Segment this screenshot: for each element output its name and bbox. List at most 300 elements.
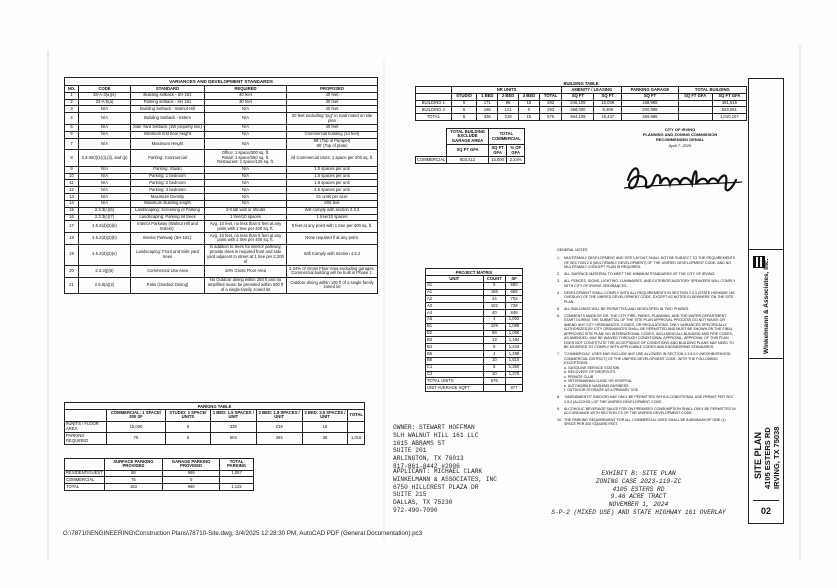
building-cell (678, 107, 712, 114)
variances-cell: 1.8 spaces per unit (287, 180, 378, 187)
project-matrix-cell: 1,184 (506, 337, 523, 344)
variances-cell: Maximum Building length (131, 200, 205, 207)
variances-title: VARIANCES AND DEVELOPMENT STANDARDS (64, 77, 378, 85)
variances-cell: Parking setback - SH 161 (131, 99, 205, 106)
variances-cell: 40 feet (287, 92, 378, 99)
variances-cell: N/A (205, 166, 287, 173)
table-row (426, 289, 523, 296)
owner-line: 1615 ABRAMS ST (393, 439, 445, 447)
table-row (65, 180, 378, 187)
parking-cell: 336 (210, 421, 256, 433)
general-note-number: 10. (557, 418, 562, 422)
parking-cell (348, 421, 365, 433)
applicant-block (393, 468, 497, 515)
total-building-header: TOTAL BUILDING EXCLUDE GARAGE AREA (447, 129, 488, 145)
general-note (557, 314, 737, 350)
project-matrix-cell: B3 (426, 337, 484, 344)
building-header-row (416, 93, 747, 100)
variances-cell: Maximum Density (131, 194, 205, 201)
building-header-cell: 2 BED (498, 93, 519, 100)
title-address-1: 4105 ESTERS RD (763, 427, 772, 489)
building-cell: 15 (519, 100, 540, 107)
building-cell: 369,988 (622, 114, 679, 121)
general-note (557, 407, 737, 416)
project-matrix-cell: B4 (426, 344, 484, 351)
variances-cell: 40 feet (287, 106, 378, 113)
parking-cell: 1,016 (348, 433, 365, 445)
approval-line-3: RECOMMENDED DENIAL (655, 136, 705, 142)
approval-line-2: PLANNING AND ZONING COMMISSION (642, 131, 718, 137)
variances-cell: Building setback - SH 161 (131, 92, 205, 99)
variances-cell: N/A (79, 200, 131, 207)
variances-cell: Will comply with section 2.3.3 (287, 207, 378, 214)
parking-cell: PARKING REQUIRED (65, 433, 107, 445)
project-matrix-cell: 575 (483, 378, 505, 385)
variances-cell: Parking: 1 bedroom (131, 173, 205, 180)
owner-line: OWNER: STEWART HOFFMAN (393, 424, 475, 431)
building-cell: 200,988 (622, 107, 679, 114)
table-row (416, 107, 747, 114)
project-matrix-title: PROJECT MATRIX (425, 268, 523, 275)
surface-parking-cell: 1,057 (220, 470, 254, 477)
variances-cell: 30 feet (205, 99, 287, 106)
variances-cell: 16 (65, 214, 79, 221)
table-row (65, 433, 365, 445)
project-matrix-cell: S1 (426, 282, 484, 289)
building-cell: TOTAL (416, 114, 452, 121)
building-group-header-cell: PARKING GARAGE (622, 87, 679, 94)
total-building-gfa: 603,412 (447, 157, 488, 164)
general-note (557, 279, 737, 288)
project-matrix-cell: A2 (426, 296, 484, 303)
building-header-cell: SQ FT (562, 93, 594, 100)
table-row (65, 470, 254, 477)
building-header-cell: STUDIO (451, 93, 477, 100)
surface-parking-header-cell: SURFACE PARKING PROVIDED (104, 459, 162, 471)
parking-cell: 75 (107, 433, 166, 445)
surface-parking-header-cell: GARAGE PARKING PROVIDED (163, 459, 220, 471)
table-row (65, 106, 378, 113)
variances-cell: N/A (205, 187, 287, 194)
table-row (65, 277, 378, 293)
variances-cell: Maximum Height (131, 138, 205, 150)
variances-cell: 3 (65, 106, 79, 113)
building-cell: 258,000 (562, 107, 594, 114)
parking-header-row (65, 410, 365, 422)
project-matrix-cell: C1 (426, 364, 484, 371)
surface-parking-body (65, 470, 254, 490)
general-notes-title: GENERAL NOTES (557, 248, 588, 252)
project-matrix-cell: 1,510 (506, 357, 523, 364)
variances-cell: Landscaping: Front and Side yard trees (131, 244, 205, 265)
variances-cell: N/A (79, 124, 131, 131)
parking-header-cell: STUDIO: 1 SPACE/ UNITS (165, 410, 210, 422)
general-note-text: ALL FENCES, SIGNS, LIGHTING, LUMINAIRES, AND EXTERIOR AUDITORY SPEAKERS WILL COMPLY WITH CITY OF IRVING ORDINANCES. (564, 279, 736, 288)
variances-header-cell: REQUIRED (205, 86, 287, 93)
parking-cell: 394 (256, 433, 302, 445)
building-cell: 171 (477, 100, 498, 107)
building-header-cell: SQ FT GFA (678, 93, 712, 100)
project-matrix-cell: 658 (506, 289, 523, 296)
table-row (416, 100, 747, 107)
applicant-line: 6750 HILLCREST PLAZA DR (393, 483, 479, 491)
project-matrix-cell: 1,370 (506, 371, 523, 378)
building-cell: 165 (477, 107, 498, 114)
variances-cell: 2.3-30(I)(1)(i),(ii), and (p) (79, 150, 131, 166)
building-cell: 168,988 (622, 100, 679, 107)
variances-cell: N/A (205, 173, 287, 180)
owner-line: 817-861-8442 #2006 (393, 462, 460, 470)
project-matrix-cell: 59 (483, 330, 505, 337)
firm-name: Winkelmann & Associates, Inc. (763, 258, 770, 354)
project-matrix-body (426, 282, 523, 391)
table-row (426, 357, 523, 364)
project-matrix-cell: 40 (483, 310, 505, 317)
surface-parking-cell: 1,132 (220, 484, 254, 491)
building-cell: 336 (477, 114, 498, 121)
variances-cell: Building Setback - Esters (131, 113, 205, 125)
variances-cell: N/A (205, 138, 287, 150)
project-matrix-cell: A1 (426, 289, 484, 296)
total-commercial-gfa: 15,000 (488, 157, 507, 164)
variances-cell: No Outdoor dining within 250 ft and no amplified music be premited within 500 ft of a single-family zoned lot (205, 277, 287, 293)
general-note-number: 5. (557, 306, 560, 311)
table-row (65, 233, 378, 245)
variances-header-cell: STANDARD (131, 86, 205, 93)
total-building-sub-1: SQ FT GFA (447, 145, 488, 157)
variances-cell: N/A (79, 106, 131, 113)
project-matrix-cell: 5 (483, 364, 505, 371)
project-matrix-cell (506, 378, 523, 385)
variances-cell: Side Yard Setback (1W property line) (131, 124, 205, 131)
building-cell: 5 (451, 114, 477, 121)
general-note-text: ALL SURFACE MATERIAL TO MEET THE MINIMUM STANDARDS OF THE CITY OF IRVING. (564, 272, 716, 277)
project-matrix-cell: 102 (483, 303, 505, 310)
general-note-number: 7. (557, 352, 560, 357)
variances-cell: 7 (65, 138, 79, 150)
variances-cell: 61 units per acre (287, 194, 378, 201)
building-cell: BUILDING 2 (416, 107, 452, 114)
table-row (65, 194, 378, 201)
variances-cell: 18 (65, 233, 79, 245)
general-note-text: DEVELOPMENT SHALL COMPLY WITH ALL REQUIREMENTS IN SECTION 2.3.3 (STATE HIGHWAY 161 OVERLAY) OF THE UNIFIED DEVELOPMENT CODE, EXCEPT AS NOTED ELSEWHERE ON THE SITE PLAN. (564, 290, 735, 304)
surface-parking-cell: 969 (163, 484, 220, 491)
applicant-line: 972-490-7090 (393, 506, 438, 514)
owner-line: SUITE 201 (393, 447, 427, 455)
general-note-number: 8. (557, 395, 560, 400)
project-matrix-cell: A4 (426, 310, 484, 317)
building-header-cell: TOTAL (539, 93, 562, 100)
parking-cell: 15,000 (107, 421, 166, 433)
variances-cell: Commercial Use Area (131, 266, 205, 278)
table-row (65, 244, 378, 265)
variances-cell: Parking: Commercial (131, 150, 205, 166)
title-address-2: IRVING, TX 75038 (772, 426, 781, 489)
variances-cell: N/A (79, 138, 131, 150)
building-cell (678, 100, 712, 107)
total-building-sub-3: % OF GFA (507, 145, 525, 157)
project-matrix-cell: 728 (506, 303, 523, 310)
project-matrix-header-cell: UNIT (426, 276, 484, 283)
surface-parking-cell: 0 (163, 477, 220, 484)
parking-header-cell: TOTAL (348, 410, 365, 422)
building-group-header-row (416, 87, 747, 94)
table-row (65, 484, 254, 491)
project-matrix-header-row (426, 276, 523, 283)
building-group-header-cell: NR UNITS (451, 87, 562, 94)
variances-cell: 14 (65, 200, 79, 207)
surface-parking-cell: COMMERCIAL (65, 477, 105, 484)
building-header-cell: 3 BED (519, 93, 540, 100)
variances-cell: 2.24% of Gross Floor Area excluding garages. Commercial building will be built in Phase 1. (287, 266, 378, 278)
general-note-text: ALCOHOLIC BEVERAGE SALES FOR ON-PREMISES CONSUMPTION SHALL ONLY BE PERMITTED IN ACCORDANCE WITH SECTION 2.5 OF THE UNIFIED DEVELOPMENT CODE. (564, 406, 736, 416)
variances-cell: Landscaping: Screening of Parking (131, 207, 205, 214)
total-commercial-header: TOTAL COMMERCIAL (488, 129, 524, 145)
variances-cell: Will Comply with Section 4.5.2 (287, 244, 378, 265)
table-row (65, 150, 378, 166)
table-row (65, 200, 378, 207)
general-note (557, 272, 737, 276)
variances-cell: 10% Gross Floor Area (205, 266, 287, 278)
project-matrix-cell: 10 (483, 371, 505, 378)
variances-cell: 6 (65, 131, 79, 138)
parking-table-title: PARKING TABLE (64, 402, 365, 409)
table-row (416, 114, 747, 121)
approval-line-1: CITY OF IRVING (664, 127, 696, 132)
surface-parking-cell: 88 (104, 470, 162, 477)
project-matrix-cell: A5 (426, 316, 484, 323)
variances-cell: 2.3.3(c)(5) (79, 207, 131, 214)
variances-cell: 17 (65, 221, 79, 233)
surface-parking-header-cell: TOTAL PARKING (220, 459, 254, 471)
variances-header-row (65, 86, 378, 93)
building-cell: 121 (498, 107, 519, 114)
variances-cell: N/A (205, 180, 287, 187)
owner-line: ARLINGTON, TX 76013 (393, 455, 464, 462)
project-matrix-cell: B2 (426, 330, 484, 337)
signature-graphic (618, 158, 748, 198)
variances-cell: N/A (79, 180, 131, 187)
variances-cell: Building Setback - Walnut Hill (131, 106, 205, 113)
exhibit-line: S-P-2 (MIXED USE) AND STATE HIGHWAY 161 OVERLAY (551, 508, 726, 516)
applicant-line: SUITE 215 (393, 491, 427, 499)
general-note-number: 3. (557, 279, 560, 284)
table-row (65, 92, 378, 99)
project-matrix-cell (483, 385, 505, 392)
general-note-number: 6. (557, 313, 560, 318)
building-cell: 528,591 (712, 107, 746, 114)
table-row (65, 124, 378, 131)
variances-cell: In addition to trees for interior parkway, provide trees in required front and side yard adjacent to street at 1 tree per 2,200 sf (205, 244, 287, 265)
exhibit-line: NOVEMBER 1, 2024 (608, 501, 669, 508)
variances-cell: 5 feet at any point with 1 tree per 400 sq. ft. (287, 221, 378, 233)
variances-header-cell: NO. (65, 86, 79, 93)
general-note-text: THE PARKING REQUIREMENT FOR ALL COMMERCIAL USES SHALL BE A MINIMUM OF ONE (1) SPACE PER 200 SQUARE FEET. (564, 418, 726, 427)
parking-cell: #UNITS / FLOOR AREA (65, 421, 107, 433)
variances-cell: 1 (65, 92, 79, 99)
variances-cell: Avg. 10 feet, no less than 5 feet at any point with 1 tree per 400 sq. ft. (205, 221, 287, 233)
project-matrix-cell: 1,289 (506, 351, 523, 358)
table-row (65, 207, 378, 214)
general-note (557, 395, 737, 404)
approval-date: April 7, 2025 (668, 143, 692, 149)
variances-cell: 21 (65, 277, 79, 293)
variances-cell: 30 feet (287, 99, 378, 106)
total-building-table (415, 128, 525, 164)
general-note (557, 256, 737, 269)
table-row (65, 477, 254, 484)
project-matrix-cell: 877 (506, 385, 523, 392)
exhibit-line: ZONING CASE 2023-110-ZC (595, 477, 682, 485)
variances-cell: 9 (65, 166, 79, 173)
variances-cell: 20 (65, 266, 79, 278)
general-note (557, 352, 737, 392)
variances-cell: Parking: Studio (131, 166, 205, 173)
variances-cell: 5 (65, 124, 79, 131)
exhibit-line: 9.46 ACRE TRACT (610, 493, 667, 501)
variances-cell: N/A (205, 106, 287, 113)
parking-header-cell: 1 BED: 1.5 SPACES / UNIT (210, 410, 256, 422)
variances-cell: Interior Parkway (SH 161): (131, 233, 205, 245)
table-row (426, 385, 523, 392)
variances-cell: Office: 1 space/300 sq. ft. Retail: 1 space/250 sq. ft. Restaurant: 1 space/125 sq. ft. (205, 150, 287, 166)
table-row (426, 344, 523, 351)
table-row (426, 323, 523, 330)
project-matrix-cell: 4 (483, 316, 505, 323)
table-row (65, 187, 378, 194)
building-cell: BUILDING 1 (416, 100, 452, 107)
variances-cell: Patio (Outdoor Dining) (131, 277, 205, 293)
variances-cell: 10 (65, 173, 79, 180)
building-cell: 282 (539, 100, 562, 107)
variances-cell: 40 feet (205, 92, 287, 99)
variances-cell: 4 (65, 113, 79, 125)
parking-cell: 5 (165, 433, 210, 445)
variances-cell: 33-A-3(a)(4) (79, 92, 131, 99)
file-path-footer: G:\78710\ENGINEERING\Construction Plans\78710-Site.dwg, 3/4/2025 12:28:30 PM, AutoCAD PDF (General Documentation).pc3 (63, 530, 423, 537)
sheet-number: 02 (753, 500, 779, 520)
building-cell (678, 114, 712, 121)
building-group-header-cell: TOTAL BUILDING (678, 87, 746, 94)
variances-cell: N/A (205, 200, 287, 207)
surface-parking-cell: TOTAL (65, 484, 105, 491)
variances-cell: Interior Parkway (Walnut Hill and Esters): (131, 221, 205, 233)
variances-cell: Commercial building (14 feet) (287, 131, 378, 138)
variances-cell: 4.5.2(d)(2)(b) (79, 233, 131, 245)
building-cell: 18,447 (594, 114, 622, 121)
project-matrix-cell: 13 (483, 337, 505, 344)
surface-parking-cell: RESIDENT/GUEST (66, 470, 103, 476)
variances-cell: 1 tree/10 spaces (205, 214, 287, 221)
table-row (65, 266, 378, 278)
parking-header-cell (65, 410, 107, 422)
variances-cell: N/A (79, 113, 131, 125)
variances-cell: Minimum first floor height (131, 131, 205, 138)
project-matrix-cell: 1,089 (506, 323, 523, 330)
exhibit-line: 4105 ESTERS RD (612, 485, 665, 493)
general-note-text: "COMMERCIAL" USES MAY INCLUDE ANY USE ALLOWED IN SECTION 2.3.6.0.0 (NEIGHBORHOOD COMMERCIAL DISTRICT) OF THE UNIFIED DEVELOPMENT CODE, WITH THE FOLLOWING EXCEPTIONS: a. GASOLINE SERVICE STATION b. RECOVERY OF DROPOUTS c. PRIVATE CLUB d. VETERINARIAN CLINIC OR HOSPITAL e. AUTOMOBILE WASHING BUSINESS f. OUTDOOR STORAGE AS A PRIMARY USE (564, 352, 731, 393)
building-group-header-cell (416, 87, 452, 94)
project-matrix-cell: 1,002 (506, 316, 523, 323)
building-table (415, 80, 747, 121)
variances-header-cell: CODE (79, 86, 131, 93)
variances-cell: Outdoor dining within 100 ft of a single family zoned lot (287, 277, 378, 293)
title-block (748, 78, 784, 524)
project-matrix-cell: 702 (506, 296, 523, 303)
table-row (426, 364, 523, 371)
general-note (557, 418, 737, 427)
variances-cell: N/A (79, 131, 131, 138)
general-note (557, 307, 737, 311)
table-row (65, 113, 378, 125)
exhibit-line: EXHIBIT B: SITE PLAN (601, 470, 676, 477)
building-header-cell (416, 93, 452, 100)
building-header-cell: SQ FT (594, 93, 622, 100)
variances-cell: N/A (79, 187, 131, 194)
parking-cell: 15 (302, 421, 348, 433)
project-matrix-cell: 24 (483, 296, 505, 303)
variances-cell: N/A (205, 194, 287, 201)
building-table-title: BUILDING TABLE (563, 80, 599, 86)
table-row (426, 330, 523, 337)
approval-stamp (640, 128, 720, 149)
building-header-cell: 1 BED (477, 93, 498, 100)
table-row (65, 173, 378, 180)
project-matrix-header-cell: SF (506, 276, 523, 283)
owner-line: SLH WALNUT HILL 161 LLC (393, 431, 479, 439)
building-cell: 575 (539, 114, 562, 121)
building-cell: 98 (498, 100, 519, 107)
surface-parking-cell: 75 (104, 477, 162, 484)
general-note-text: MULTIFAMILY DEVELOPMENT AND SITE LAYOUT SHALL NOT BE SUBJECT TO THE REQUIREMENTS OF SECTION 2.6 (MULTIFAMILY DEVELOPMENT) OF THE UNIFIED DEVELOPMENT CODE, AND NO MULTIFAMILY CONCEPT PLAN IS REQUIRED. (564, 256, 736, 270)
variances-cell: N/A (79, 173, 131, 180)
variances-cell: 15 (65, 207, 79, 214)
project-matrix-cell: B6 (426, 357, 484, 364)
variances-cell: 33-A-5(a) (79, 99, 131, 106)
parking-cell: 219 (256, 421, 302, 433)
variances-cell: 40 feet (287, 124, 378, 131)
project-matrix-cell: B1 (426, 323, 484, 330)
parking-cell: 38 (302, 433, 348, 445)
parking-cell: 5 (165, 421, 210, 433)
general-note-number: 2. (557, 272, 560, 277)
variances-cell: 11 (65, 180, 79, 187)
building-cell: 5 (451, 107, 477, 114)
variances-cell: 2.3.3(c)(7) (79, 214, 131, 221)
variances-cell: 88' (Top of Parapet) 80' (Top of plate) (287, 138, 378, 150)
variances-cell: 4.5.2(d)(2)(e) (79, 244, 131, 265)
parking-header-cell: 3 BED: 2.5 SPACES / UNIT (302, 410, 348, 422)
applicant-line: WINKELMANN & ASSOCIATES, INC (393, 475, 497, 483)
building-cell: 0 (451, 100, 477, 107)
table-row (426, 282, 523, 289)
table-row (426, 303, 523, 310)
project-matrix-cell: 166 (483, 289, 505, 296)
table-row (65, 421, 365, 433)
building-header-cell: SQ FT (622, 93, 679, 100)
building-cell: 246,109 (562, 100, 594, 107)
variances-cell: 2.3.3(j)(5) (79, 266, 131, 278)
parking-header-cell: COMMERCIAL: 1 SPACE/ 300 SF (107, 410, 166, 422)
variances-cell: 4.5.2(d)(2)(b) (79, 221, 131, 233)
project-matrix-cell: 4 (483, 351, 505, 358)
applicant-line: APPLICANT: MICHAEL CLARK (393, 468, 483, 475)
project-matrix-cell: UNIT AVERAGE SQFT (426, 385, 484, 392)
table-row (426, 351, 523, 358)
variances-cell: 20 feet excluding "pig" in road noted on site plan (287, 113, 378, 125)
surface-parking-header-cell (65, 459, 105, 471)
variances-cell: Parking: 2 bedroom (131, 180, 205, 187)
